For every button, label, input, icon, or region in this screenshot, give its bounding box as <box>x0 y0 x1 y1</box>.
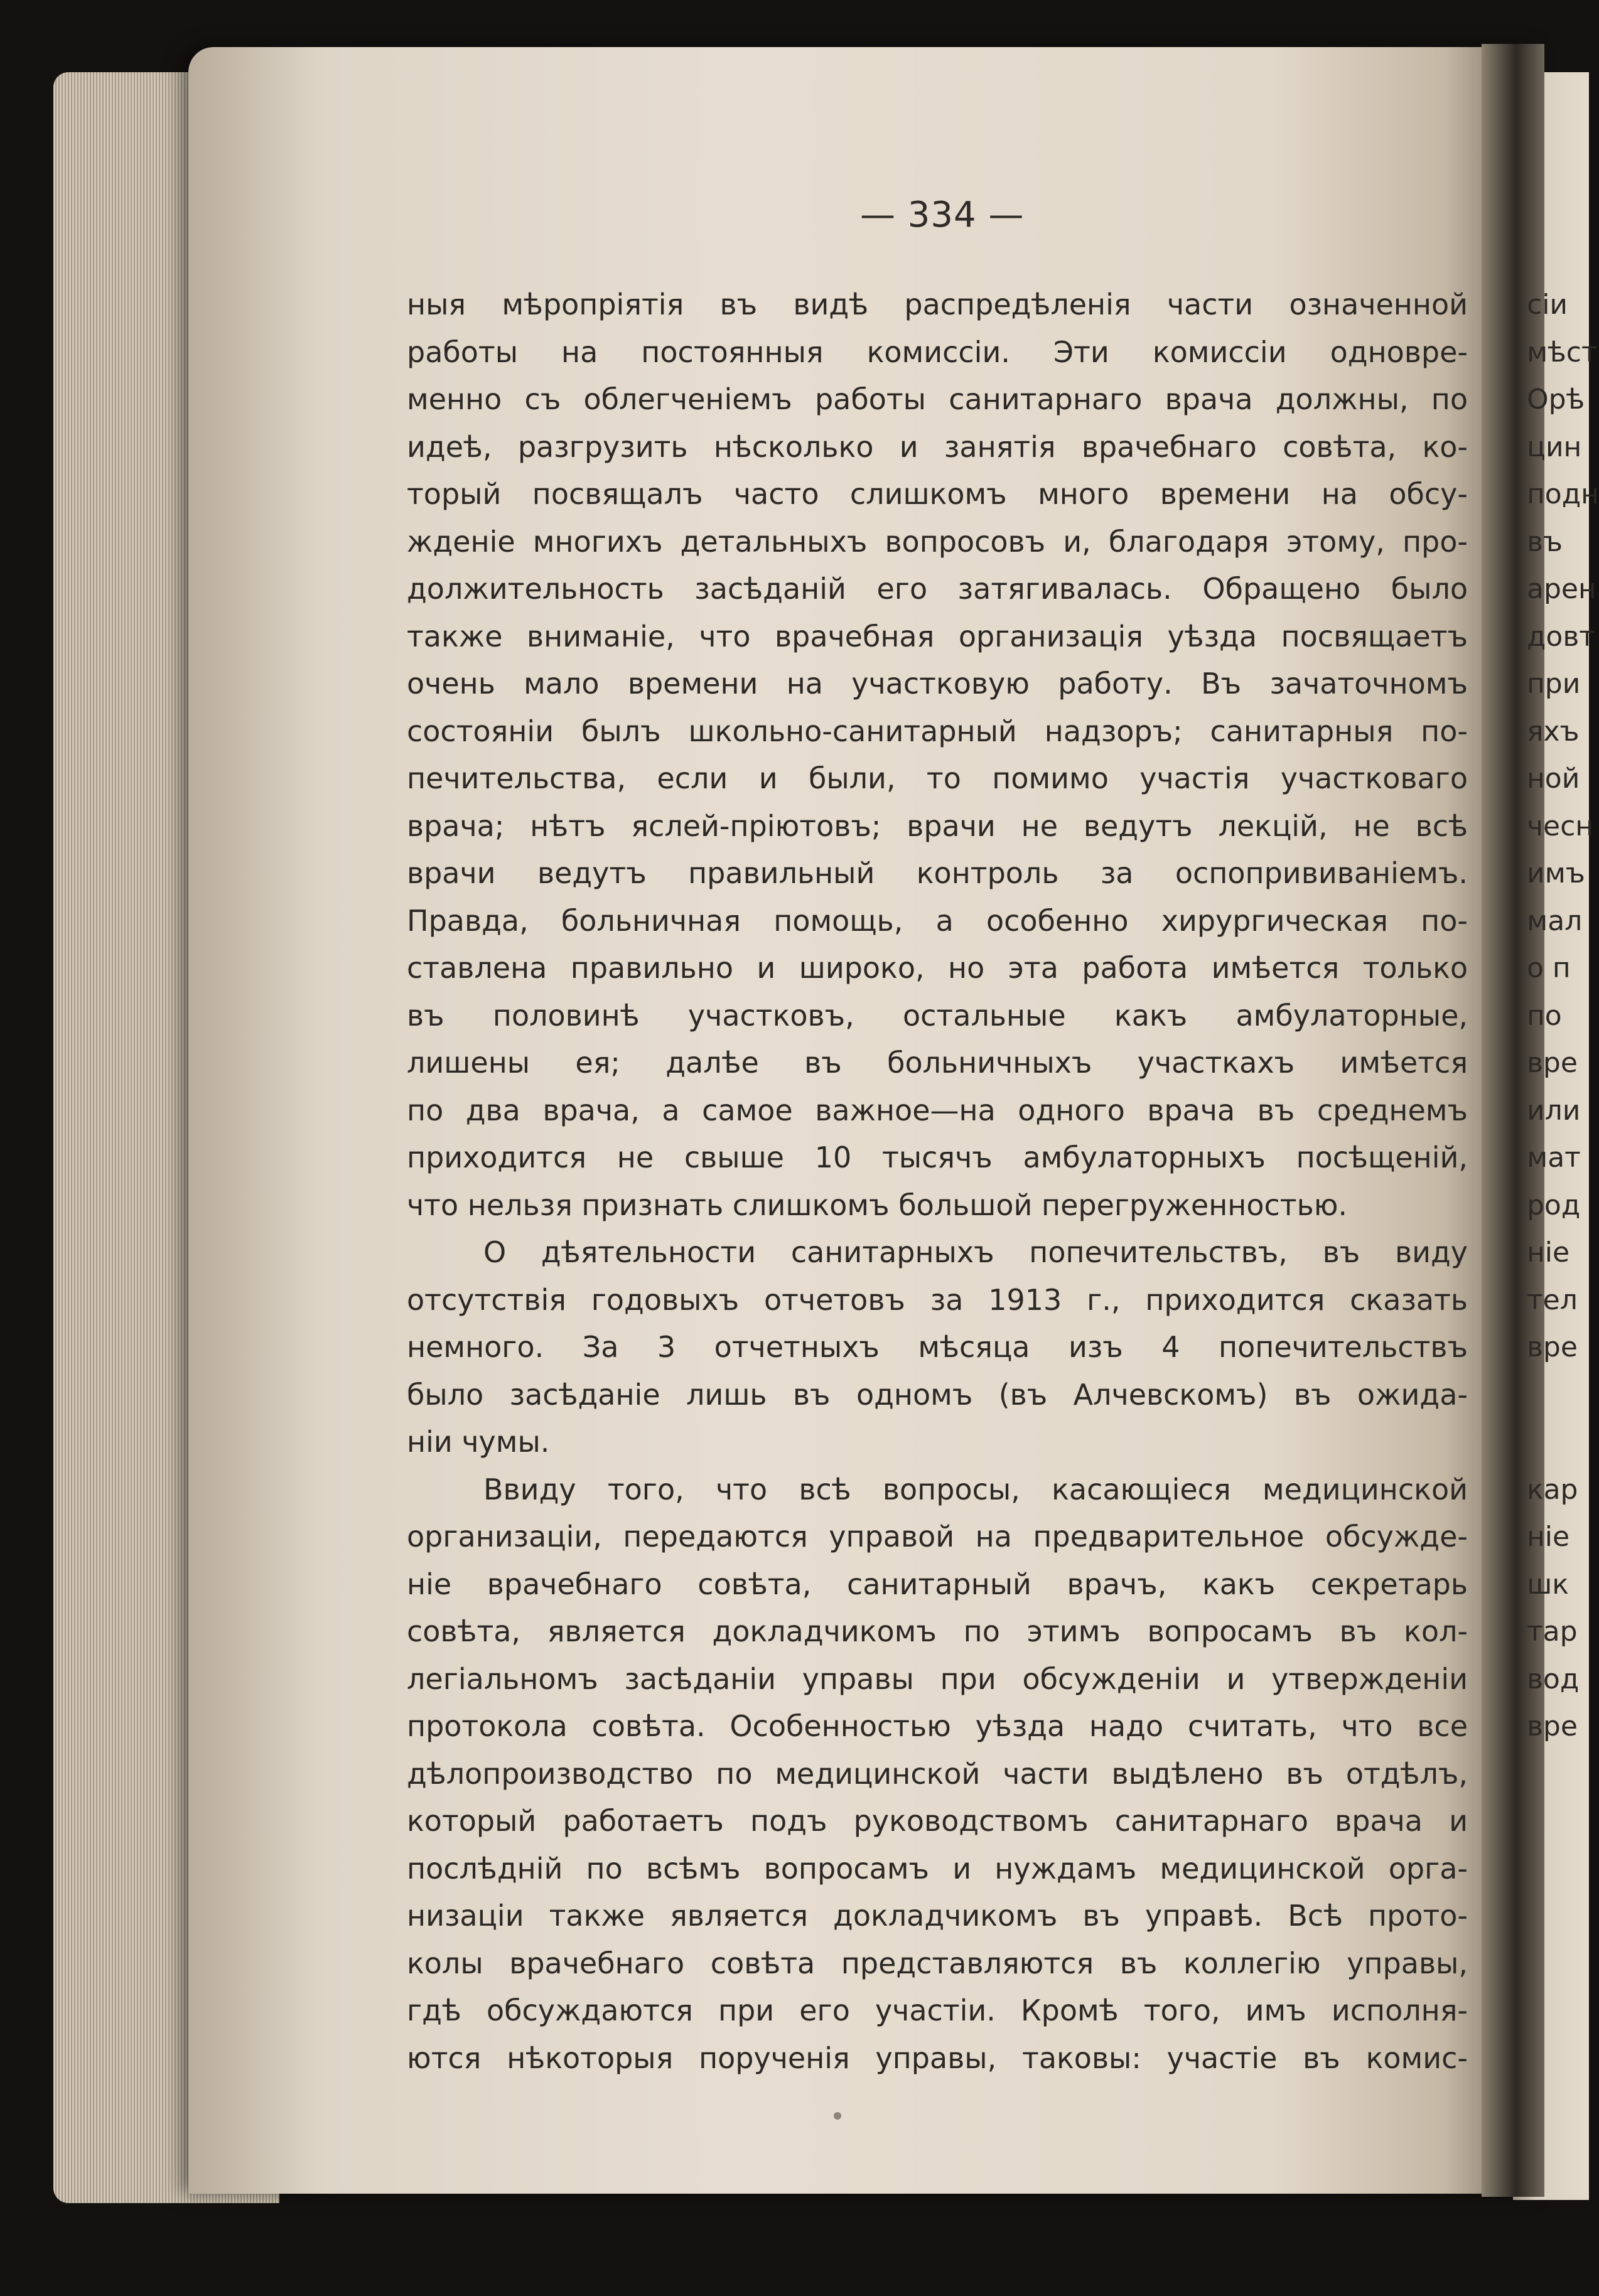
text-line: немного. За 3 отчетныхъ мѣсяца изъ 4 попечительствъ <box>407 1330 1468 1364</box>
text-line: ніе врачебнаго совѣта, санитарный врачъ, какъ секретарь <box>407 1567 1468 1601</box>
page-number: — 334 — <box>860 195 1025 235</box>
paragraph-start-line: О дѣятельности санитарныхъ попечительствъ, въ виду <box>483 1235 1468 1269</box>
text-line: организаціи, передаются управой на предварительное обсужде- <box>407 1520 1468 1553</box>
text-line: также вниманіе, что врачебная организація уѣзда посвящаетъ <box>407 619 1468 653</box>
text-line: протокола совѣта. Особенностью уѣзда надо считать, что все <box>407 1709 1468 1743</box>
text-line: низаціи также является докладчикомъ въ управѣ. Всѣ прото- <box>407 1899 1468 1933</box>
text-line: печительства, если и были, то помимо участія участковаго <box>407 761 1468 795</box>
right-text-line: мѣст <box>1527 336 1598 368</box>
paragraph-start-line: Ввиду того, что всѣ вопросы, касающіеся медицинской <box>483 1472 1468 1506</box>
right-text-line: яхъ <box>1527 715 1580 748</box>
text-line: совѣта, является докладчикомъ по этимъ вопросамъ въ кол- <box>407 1614 1468 1648</box>
text-line: ставлена правильно и широко, но эта работа имѣется только <box>407 951 1468 985</box>
text-line: колы врачебнаго совѣта представляются въ коллегію управы, <box>407 1946 1468 1980</box>
right-text-line: вре <box>1527 1047 1578 1079</box>
text-line: въ половинѣ участковъ, остальные какъ амбулаторные, <box>407 998 1468 1033</box>
right-text-line: чесн <box>1527 810 1594 842</box>
text-line: по два врача, а самое важное—на одного врача въ среднемъ <box>407 1093 1468 1127</box>
right-text-line: имъ <box>1527 857 1585 889</box>
text-line: менно съ облегченіемъ работы санитарнаго врача должны, по <box>407 382 1468 416</box>
text-line: идеѣ, разгрузить нѣсколько и занятія врачебнаго совѣта, ко- <box>407 429 1468 464</box>
right-text-line: довт <box>1527 620 1595 653</box>
text-line: лишены ея; далѣе въ больничныхъ участкахъ имѣется <box>407 1046 1468 1080</box>
right-text-line: тар <box>1527 1616 1578 1648</box>
text-line: работы на постоянныя комиссіи. Эти комиссіи одновре- <box>407 335 1468 369</box>
text-line: было засѣданіе лишь въ одномъ (въ Алчевскомъ) въ ожида- <box>407 1377 1468 1412</box>
text-line: врачи ведутъ правильный контроль за оспопрививаніемъ. <box>407 856 1468 890</box>
text-line: легіальномъ засѣданіи управы при обсужденіи и утвержденіи <box>407 1661 1468 1696</box>
right-text-line: мал <box>1527 904 1583 937</box>
text-line: торый посвящалъ часто слишкомъ много времени на обсу- <box>407 477 1468 511</box>
text-line: что нельзя признать слишкомъ большой перегруженностью. <box>407 1188 1348 1222</box>
right-text-line: ной <box>1527 763 1580 795</box>
text-line: который работаетъ подъ руководствомъ санитарнаго врача и <box>407 1804 1468 1838</box>
text-line: послѣдній по всѣмъ вопросамъ и нуждамъ медицинской орга- <box>407 1851 1468 1886</box>
text-line: Правда, больничная помощь, а особенно хирургическая по- <box>407 903 1468 938</box>
right-text-line: арен <box>1527 573 1596 605</box>
text-line: ніи чумы. <box>407 1425 550 1459</box>
right-text-line: вре <box>1527 1710 1578 1742</box>
right-text-line: мат <box>1527 1142 1581 1174</box>
right-text-line <box>1527 1419 1589 1466</box>
text-line: ныя мѣропріятія въ видѣ распредѣленія части означенной <box>407 287 1468 321</box>
right-text-line <box>1527 1371 1589 1419</box>
text-line: дѣлопроизводство по медицинской части выдѣлено въ отдѣлъ, <box>407 1756 1468 1791</box>
ink-smudge <box>834 2112 841 2120</box>
text-line: ются нѣкоторыя порученія управы, таковы: участіе въ комис- <box>407 2041 1468 2075</box>
right-text-line: ніе <box>1527 1521 1570 1553</box>
right-text-line: вре <box>1527 1331 1578 1363</box>
text-line: жденіе многихъ детальныхъ вопросовъ и, благодаря этому, про- <box>407 524 1468 559</box>
text-line: врача; нѣтъ яслей-пріютовъ; врачи не ведутъ лекцій, не всѣ <box>407 808 1468 843</box>
right-page-text-fragment <box>1527 281 1599 1751</box>
right-text-line: подн <box>1527 478 1599 510</box>
right-text-line: тел <box>1527 1284 1578 1316</box>
right-text-line: род <box>1527 1189 1581 1221</box>
text-line: отсутствія годовыхъ отчетовъ за 1913 г., приходится сказать <box>407 1282 1468 1317</box>
right-text-line: по <box>1527 999 1562 1032</box>
right-text-line: при <box>1527 668 1581 700</box>
main-text-block <box>407 281 1468 2082</box>
right-text-line: кар <box>1527 1473 1578 1506</box>
right-text-line: или <box>1527 1094 1581 1127</box>
right-text-line: сіи <box>1527 289 1568 321</box>
right-text-line: вод <box>1527 1663 1580 1695</box>
text-line: приходится не свыше 10 тысячъ амбулаторныхъ посѣщеній, <box>407 1140 1468 1174</box>
right-text-line: цин <box>1527 431 1582 463</box>
text-line: состояніи былъ школьно-санитарный надзоръ; санитарныя по- <box>407 714 1468 748</box>
text-line: очень мало времени на участковую работу. Въ зачаточномъ <box>407 667 1468 700</box>
text-line: гдѣ обсуждаются при его участіи. Кромѣ того, имъ исполня- <box>407 1993 1468 2027</box>
right-text-line: о п <box>1527 952 1571 984</box>
text-line: должительность засѣданій его затягивалась. Обращено было <box>407 572 1468 606</box>
right-text-line: Орѣ <box>1527 384 1585 416</box>
right-text-line: шк <box>1527 1568 1569 1601</box>
right-text-line: въ <box>1527 525 1563 558</box>
right-text-line: ніе <box>1527 1237 1570 1269</box>
